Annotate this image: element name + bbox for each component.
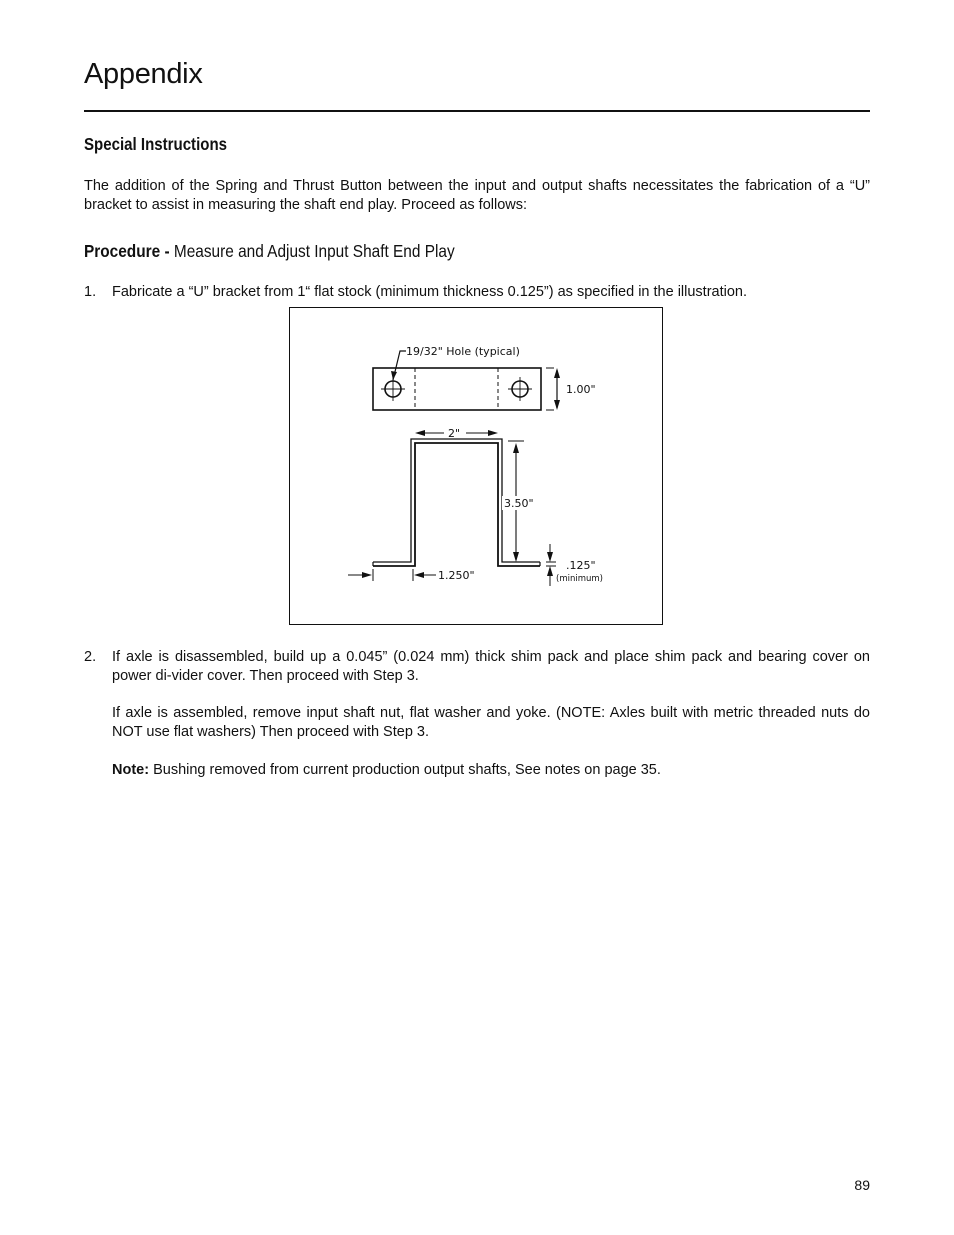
- span-label: 2": [448, 427, 461, 440]
- step-1-number: 1.: [84, 284, 97, 300]
- thickness-arrow-up: [547, 566, 553, 576]
- page-number: 89: [854, 1177, 870, 1193]
- width-label: 1.00": [566, 383, 596, 396]
- thickness-label: .125": [566, 559, 596, 572]
- bracket-illustration: [289, 307, 663, 625]
- flange-arrow-right: [414, 572, 424, 578]
- height-arrow-up: [513, 443, 519, 453]
- span-arrow-right: [488, 430, 498, 436]
- span-arrow-left: [415, 430, 425, 436]
- procedure-heading: [84, 241, 455, 262]
- hole-leader-arrow: [391, 371, 397, 380]
- title-divider: [84, 110, 870, 112]
- hole-label: 19/32" Hole (typical): [406, 345, 520, 358]
- hole-left-icon: [381, 377, 405, 401]
- step-2-text: If axle is disassembled, build up a 0.045” (0.024 mm) thick shim pack and place shim pack and bearing cover on power di-vider cover. Then proceed with Step 3.: [112, 649, 870, 684]
- procedure-title: Measure and Adjust Input Shaft End Play: [173, 241, 455, 261]
- height-arrow-down: [513, 552, 519, 562]
- width-arrow-up: [554, 368, 560, 378]
- note-label: Note:: [112, 762, 150, 778]
- step-2-text-assembled: If axle is assembled, remove input shaft nut, flat washer and yoke. (NOTE: Axles built with metric threaded nuts do NOT use flat washers) Then proceed with Step 3.: [112, 705, 870, 740]
- flange-arrow-left: [362, 572, 372, 578]
- width-arrow-down: [554, 400, 560, 410]
- special-instructions-heading: Special Instructions: [84, 134, 228, 154]
- note-text: Bushing removed from current production output shafts, See notes on page 35.: [149, 762, 661, 778]
- step-2-note: [112, 761, 870, 780]
- step-2-number: 2.: [84, 649, 97, 665]
- thickness-arrow-down: [547, 552, 553, 562]
- height-label: 3.50": [504, 497, 534, 510]
- procedure-label: Procedure -: [84, 241, 174, 261]
- step-1-text: Fabricate a “U” bracket from 1“ flat stock (minimum thickness 0.125”) as specified in the illustration.: [112, 284, 748, 300]
- intro-paragraph: The addition of the Spring and Thrust Button between the input and output shafts necessitates the fabrication of a “U” bracket to assist in measuring the shaft end play. Proceed as follows:: [84, 178, 870, 213]
- page-title: Appendix: [84, 58, 203, 90]
- hole-right-icon: [508, 377, 532, 401]
- thickness-note: (minimum): [556, 574, 603, 584]
- bracket-drawing: [290, 308, 662, 624]
- flange-label: 1.250": [438, 569, 475, 582]
